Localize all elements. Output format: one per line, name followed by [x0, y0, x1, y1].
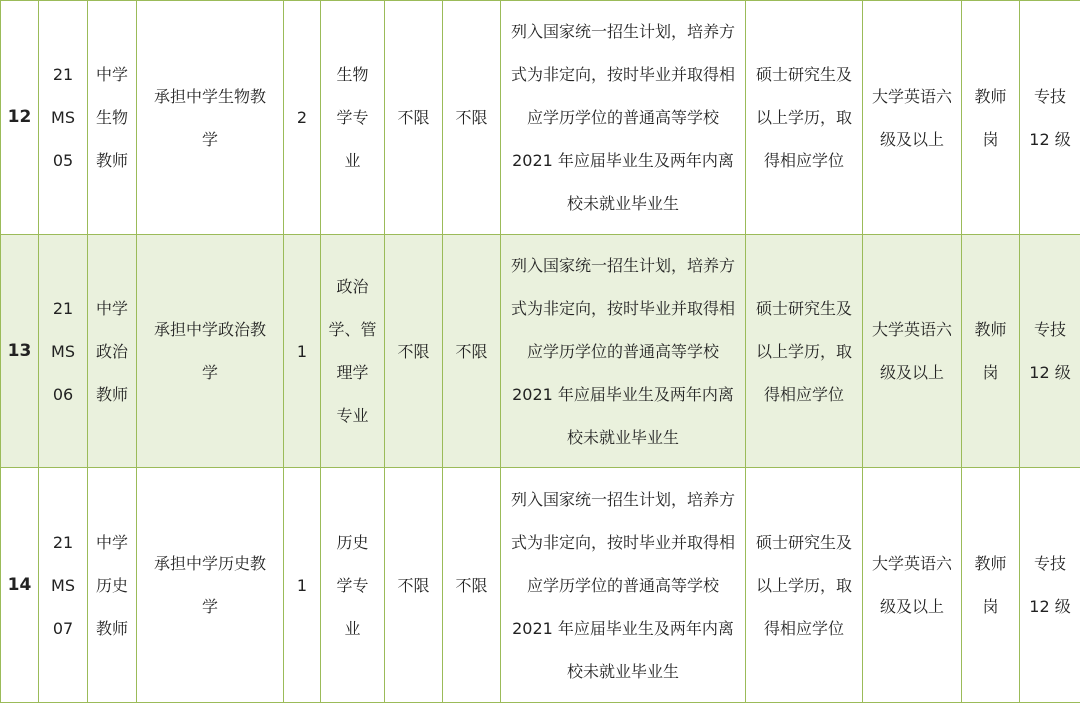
english-requirement: 大学英语六 级及以上: [863, 468, 962, 703]
position-type: 教师 岗: [962, 1, 1020, 235]
hiring-count: 2: [284, 1, 321, 235]
education-requirement: 硕士研究生及 以上学历，取 得相应学位: [746, 235, 863, 468]
table-row: [1, 1, 1080, 235]
row-number: 12: [1, 1, 39, 235]
candidate-source: 列入国家统一招生计划，培养方 式为非定向，按时毕业并取得相 应学历学位的普通高等学校 2021 年应届毕业生及两年内离 校未就业毕业生: [501, 1, 746, 235]
age-requirement: 不限: [385, 235, 443, 468]
table-body: [1, 1, 1080, 703]
position-code: 21 MS 06: [39, 235, 88, 468]
age-requirement: 不限: [385, 468, 443, 703]
position-duty: 承担中学生物教 学: [137, 1, 284, 235]
education-requirement: 硕士研究生及 以上学历，取 得相应学位: [746, 1, 863, 235]
position-code: 21 MS 05: [39, 1, 88, 235]
age-requirement: 不限: [385, 1, 443, 235]
table-row: [1, 235, 1080, 468]
candidate-source: 列入国家统一招生计划，培养方 式为非定向，按时毕业并取得相 应学历学位的普通高等学校 2021 年应届毕业生及两年内离 校未就业毕业生: [501, 468, 746, 703]
position-grade: 专技 12 级: [1020, 1, 1080, 235]
position-name: 中学 生物 教师: [88, 1, 137, 235]
education-requirement: 硕士研究生及 以上学历，取 得相应学位: [746, 468, 863, 703]
position-duty: 承担中学政治教 学: [137, 235, 284, 468]
position-code: 21 MS 07: [39, 468, 88, 703]
position-type: 教师 岗: [962, 468, 1020, 703]
row-number: 13: [1, 235, 39, 468]
candidate-source: 列入国家统一招生计划，培养方 式为非定向，按时毕业并取得相 应学历学位的普通高等学校 2021 年应届毕业生及两年内离 校未就业毕业生: [501, 235, 746, 468]
position-name: 中学 政治 教师: [88, 235, 137, 468]
hiring-count: 1: [284, 468, 321, 703]
gender-requirement: 不限: [443, 235, 501, 468]
position-grade: 专技 12 级: [1020, 468, 1080, 703]
gender-requirement: 不限: [443, 468, 501, 703]
row-number: 14: [1, 468, 39, 703]
english-requirement: 大学英语六 级及以上: [863, 1, 962, 235]
major-requirement: 生物 学专 业: [321, 1, 385, 235]
english-requirement: 大学英语六 级及以上: [863, 235, 962, 468]
position-name: 中学 历史 教师: [88, 468, 137, 703]
gender-requirement: 不限: [443, 1, 501, 235]
hiring-count: 1: [284, 235, 321, 468]
table-row: [1, 468, 1080, 703]
position-duty: 承担中学历史教 学: [137, 468, 284, 703]
major-requirement: 历史 学专 业: [321, 468, 385, 703]
position-type: 教师 岗: [962, 235, 1020, 468]
major-requirement: 政治 学、管 理学 专业: [321, 235, 385, 468]
position-grade: 专技 12 级: [1020, 235, 1080, 468]
